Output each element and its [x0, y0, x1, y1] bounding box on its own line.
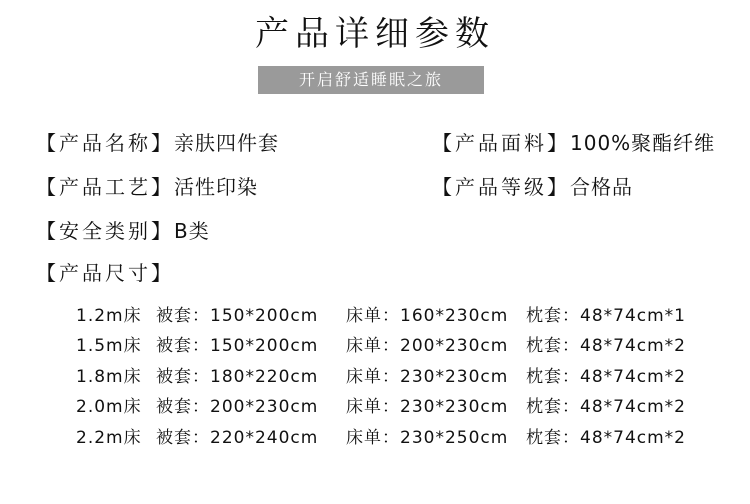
- param-safety: [36, 216, 210, 246]
- param-label: 【安全类别】: [36, 219, 174, 243]
- size-bed: 1.2m床: [76, 306, 142, 326]
- size-row: [76, 364, 686, 390]
- size-sheet: 床单：160*230cm: [346, 306, 509, 326]
- param-value: 亲肤四件套: [174, 131, 279, 155]
- size-quilt: 被套：150*200cm: [156, 336, 319, 356]
- size-quilt: 被套：200*230cm: [156, 397, 319, 417]
- param-value: B类: [174, 219, 210, 243]
- size-sheet: 床单：230*230cm: [346, 397, 509, 417]
- size-quilt: 被套：150*200cm: [156, 306, 319, 326]
- size-bed: 2.2m床: [76, 428, 142, 448]
- param-label: 【产品尺寸】: [36, 261, 174, 285]
- size-quilt: 被套：180*220cm: [156, 367, 319, 387]
- param-label: 【产品工艺】: [36, 175, 174, 199]
- size-pillow: 枕套：48*74cm*2: [526, 397, 686, 417]
- param-label: 【产品名称】: [36, 131, 174, 155]
- param-label: 【产品等级】: [432, 175, 570, 199]
- param-grade: [432, 172, 633, 202]
- size-row: [76, 425, 686, 451]
- param-value: 活性印染: [174, 175, 258, 199]
- size-bed: 1.5m床: [76, 336, 142, 356]
- size-row: [76, 333, 686, 359]
- size-pillow: 枕套：48*74cm*2: [526, 336, 686, 356]
- size-row: [76, 303, 686, 329]
- param-value: 合格品: [570, 175, 633, 199]
- size-quilt: 被套：220*240cm: [156, 428, 319, 448]
- param-size-heading: [36, 258, 174, 288]
- param-product-name: [36, 128, 279, 158]
- size-sheet: 床单：200*230cm: [346, 336, 509, 356]
- size-pillow: 枕套：48*74cm*2: [526, 367, 686, 387]
- size-row: [76, 394, 686, 420]
- page-title: 产品详细参数: [255, 14, 495, 54]
- size-pillow: 枕套：48*74cm*2: [526, 428, 686, 448]
- size-bed: 1.8m床: [76, 367, 142, 387]
- subtitle-banner: 开启舒适睡眠之旅: [258, 66, 484, 94]
- param-label: 【产品面料】: [432, 131, 570, 155]
- param-fabric: [432, 128, 715, 158]
- size-bed: 2.0m床: [76, 397, 142, 417]
- size-pillow: 枕套：48*74cm*1: [526, 306, 686, 326]
- size-sheet: 床单：230*250cm: [346, 428, 509, 448]
- size-sheet: 床单：230*230cm: [346, 367, 509, 387]
- param-craft: [36, 172, 258, 202]
- param-value: 100%聚酯纤维: [570, 131, 716, 155]
